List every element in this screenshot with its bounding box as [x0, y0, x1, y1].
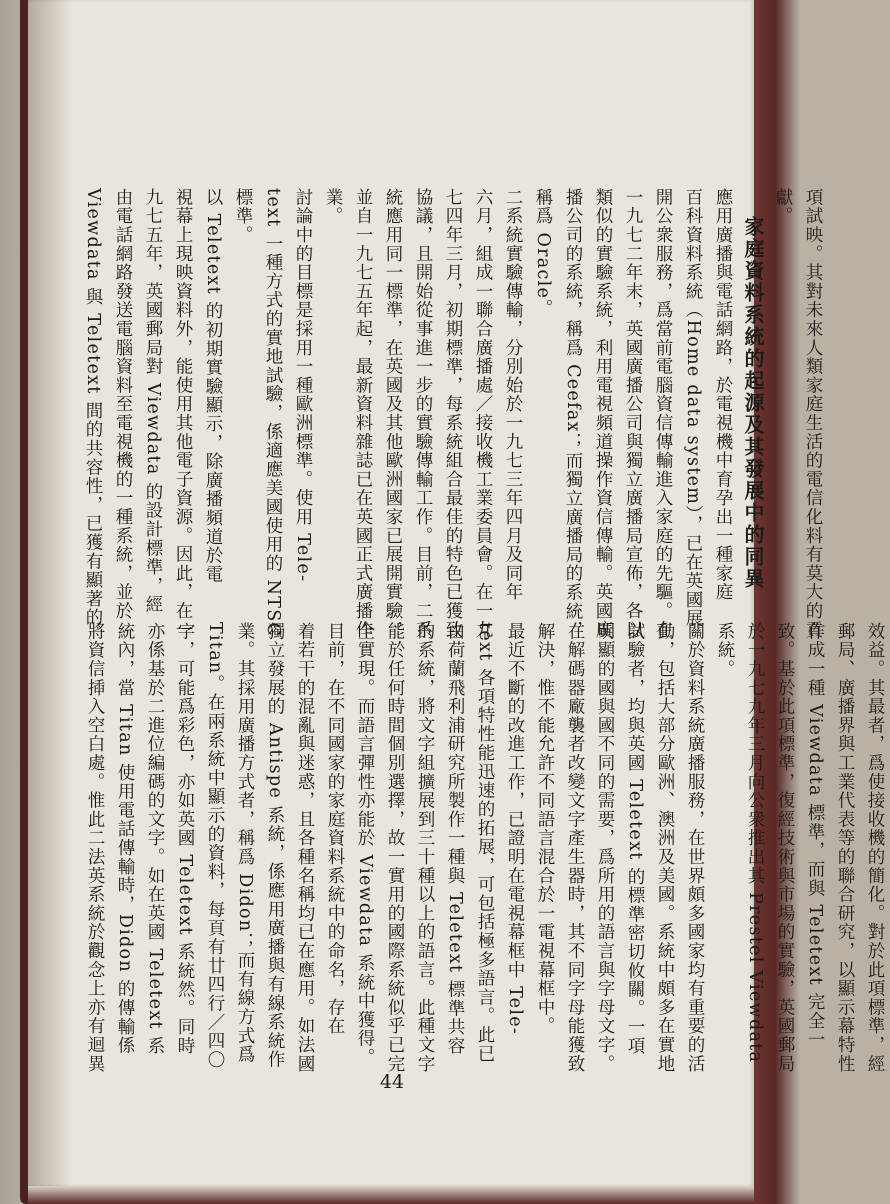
text-column: 關於資料系統廣播服務，在世界頗多國家均有重要的活	[685, 622, 705, 1074]
text-column: 稱爲 Oracle。	[533, 188, 553, 318]
text-column: Viewdata 與 Teletext 間的共容性，已獲有顯著的	[83, 188, 103, 628]
text-column: 亦係基於二進位編碼的文字。如在英國 Teletext 系	[145, 622, 165, 1056]
text-column: 業。其採用廣播方式者，稱爲 Didon；而有線方式爲	[235, 622, 255, 1064]
text-column: 致。基於此項標準，復經技術與市場的實驗，英國郵局	[775, 622, 795, 1074]
text-column: 播公司的系統，稱爲 Ceefax；而獨立廣播局的系統，	[563, 188, 583, 640]
page-number: 44	[379, 1071, 405, 1093]
text-column: 在解碼器廠襲者改變文字產生器時，其不同字母能獲致	[565, 622, 585, 1074]
text-column: 郵局、廣播界與工業代表等的聯合研究，以顯示幕特性	[835, 622, 855, 1074]
text-column: 統應用同一標準，在英國及其他歐洲國家已展開實驗，	[383, 188, 403, 640]
text-column: 視幕上現映資料外，能使用其他電子資源。因此，在一	[173, 188, 193, 640]
section-heading: 家庭資料系統的起源及其發展中的同異	[741, 216, 765, 590]
text-column: 由電話網路發送電腦資料至電視機的一種系統，並於	[113, 188, 133, 621]
text-column: 將資信揷入空白處。惟此二法英系統於觀念上亦有迴異	[85, 622, 105, 1074]
text-column: 全實現。而語言彈性亦能於 Viewdata 系統中獲得。	[355, 622, 375, 1067]
text-column: 試驗者，均與英國 Teletext 的標準密切攸關。一項	[625, 622, 645, 1056]
text-column: 獻。	[773, 188, 793, 226]
text-column: 以 Teletext 的初期實驗顯示，除廣播頻道於電	[203, 188, 223, 584]
page-bottom-edge	[28, 1186, 754, 1204]
text-column: 討論中的目標是採用一種歐洲標準。使用 Tele-	[293, 188, 313, 583]
text-column: 協議，且開始從事進一步的實驗傳輸工作。目前，二系	[413, 188, 433, 640]
text-column: 九七五年，英國郵局對 Viewdata 的設計標準，經	[143, 188, 163, 615]
text-column: 作成一種 Viewdata 標準，而與 Teletext 完全一	[805, 622, 825, 1050]
upper-text-block	[78, 188, 828, 640]
text-column: text 各項特性能迅速的拓展，可包括極多語言。此已	[475, 622, 495, 1064]
text-column: Titan。在兩系統中顯示的資料，每頁有廿四行／四〇	[205, 622, 225, 1070]
text-column: 標準。	[233, 188, 253, 245]
text-column: 目前，在不同國家的家庭資料系統中的命名，存在	[325, 622, 345, 1036]
text-column: 最近不斷的改進工作，已證明在電視幕框中 Tele-	[505, 622, 525, 1036]
text-column: 項試映。其對未來人類家庭生活的電信化料有莫大的貢	[803, 188, 823, 640]
text-column: 能於任何時間個別選擇，故一實用的國際系統似乎已完	[385, 622, 405, 1074]
lower-text-block	[80, 622, 890, 1074]
text-column: 六月，組成一聯合廣播處／接收機工業委員會。在一九	[473, 188, 493, 640]
text-column: 系統。	[715, 622, 735, 679]
text-column: 明顯的國與國不同的需要，爲所用的語言與字母文字。	[595, 622, 615, 1074]
text-column: 二系統實驗傳輸，分別始於一九七三年四月及同年	[503, 188, 523, 602]
text-column: 於一九七九年三月向公衆推出其 Prestel Viewdata	[745, 622, 765, 1064]
text-column: 類似的實驗系統，利用電視頻道操作資信傳輸。英國廣	[593, 188, 613, 640]
text-column: 統內，當 Titan 使用電話傳輸時，Didon 的傳輸係	[115, 622, 135, 1056]
text-column: 並自一九七五年起，最新資料雜誌已在英國正式廣播作	[353, 188, 373, 640]
text-column: 獨立發展的 Antispe 系統，係應用廣播與有線系統作	[265, 622, 285, 1070]
text-column: 一九七二年末，英國廣播公司與獨立廣播局宣佈，各以	[623, 188, 643, 640]
text-column: 由荷蘭飛利浦研究所製作一種與 Teletext 標準共容	[445, 622, 465, 1056]
text-column: 字，可能爲彩色，亦如英國 Teletext 系統然。同時	[175, 622, 195, 1056]
text-column: 效益。其最者，爲使接收機的簡化。對於此項標準，經	[865, 622, 885, 1074]
text-column: 開公衆服務，爲當前電腦資信傳輸進入家庭的先驅。在	[653, 188, 673, 640]
text-column: 的系統，將文字組擴展到三十種以上的語言。此種文字	[415, 622, 435, 1074]
text-column: 解決，惟不能允許不同語言混合於一電視幕框中。	[535, 622, 555, 1036]
text-column: 動，包括大部分歐洲、澳洲及美國。系統中頗多在實地	[655, 622, 675, 1074]
text-column: 着若干的混亂與迷惑，且各種名稱均已在應用。如法國	[295, 622, 315, 1074]
text-column: text 一種方式的實地試驗，係適應美國使用的 NTSC	[263, 188, 283, 638]
text-column: 應用廣播與電話網路，於電視機中育孕出一種家庭	[713, 188, 733, 602]
spine-shadow	[28, 0, 72, 1186]
text-column: 業。	[323, 188, 343, 226]
text-column: 七四年三月，初期標準，每系統組合最佳的特色已獲致	[443, 188, 463, 640]
text-column: 百科資料系統（Home data system），已在英國展	[683, 188, 703, 629]
